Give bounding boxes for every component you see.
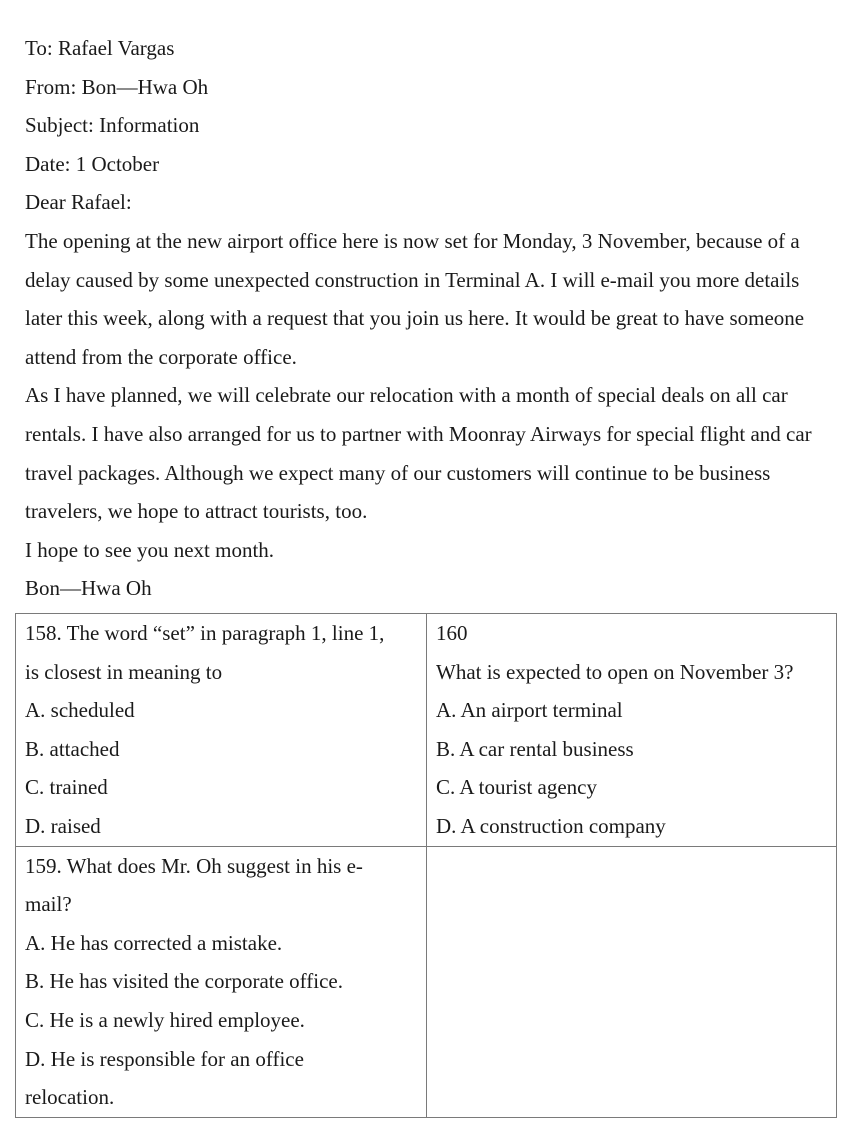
questions-table bbox=[15, 613, 837, 1118]
question-158-option-a[interactable]: A. scheduled bbox=[25, 698, 135, 723]
question-159-stem-line-2: mail? bbox=[25, 892, 72, 917]
question-158-stem-line-1: 158. The word “set” in paragraph 1, line 1, bbox=[25, 621, 385, 645]
memo-paragraph-1: The opening at the new airport office here is now set for Monday, 3 November, because of a delay caused by some unexpected construction in Terminal A. I will e-mail you more details later this week, along with a request that you join us here. It would be great to have someone attend from the corporate office. bbox=[25, 228, 805, 369]
question-160-stem: What is expected to open on November 3? bbox=[436, 659, 794, 684]
question-159-option-a[interactable]: A. He has corrected a mistake. bbox=[25, 930, 283, 955]
memo-to: To: Rafael Vargas bbox=[25, 36, 175, 60]
question-158-option-c[interactable]: C. trained bbox=[25, 775, 108, 800]
question-159-option-b[interactable]: B. He has visited the corporate office. bbox=[25, 969, 344, 994]
question-159-option-c[interactable]: C. He is a newly hired employee. bbox=[25, 1007, 305, 1032]
question-159-stem-line-1: 159. What does Mr. Oh suggest in his e- bbox=[25, 853, 363, 878]
question-158-stem-line-2: is closest in meaning to bbox=[25, 659, 223, 684]
memo-signature: Bon—Hwa Oh bbox=[25, 576, 152, 601]
question-158-option-d[interactable]: D. raised bbox=[25, 813, 101, 838]
memo bbox=[25, 29, 837, 608]
questions-row-2 bbox=[16, 846, 837, 1117]
question-160-number: 160 bbox=[436, 621, 468, 645]
memo-subject: Subject: Information bbox=[25, 113, 200, 138]
memo-date: Date: 1 October bbox=[25, 151, 160, 176]
question-159-option-d[interactable]: D. He is responsible for an office bbox=[25, 1046, 304, 1071]
question-158 bbox=[16, 614, 427, 847]
memo-from: From: Bon—Hwa Oh bbox=[25, 74, 209, 99]
empty-cell bbox=[427, 846, 837, 1117]
question-159 bbox=[16, 846, 427, 1117]
question-160-option-b[interactable]: B. A car rental business bbox=[436, 736, 634, 761]
memo-paragraph-2: As I have planned, we will celebrate our relocation with a month of special deals on all car rentals. I have also arranged for us to partner with Moonray Airways for special flight and car travel packages. Although we expect many of our customers will continue to be business travelers, we hope to attract tourists, too. bbox=[25, 383, 812, 524]
question-160 bbox=[427, 614, 837, 847]
memo-salutation: Dear Rafael: bbox=[25, 190, 132, 215]
memo-closing: I hope to see you next month. bbox=[25, 537, 275, 562]
question-158-option-b[interactable]: B. attached bbox=[25, 736, 120, 761]
question-159-option-d-continued[interactable]: relocation. bbox=[25, 1085, 115, 1110]
questions-row-1 bbox=[16, 614, 837, 847]
question-160-option-a[interactable]: A. An airport terminal bbox=[436, 698, 623, 723]
question-160-option-d[interactable]: D. A construction company bbox=[436, 813, 666, 838]
question-160-option-c[interactable]: C. A tourist agency bbox=[436, 775, 597, 800]
